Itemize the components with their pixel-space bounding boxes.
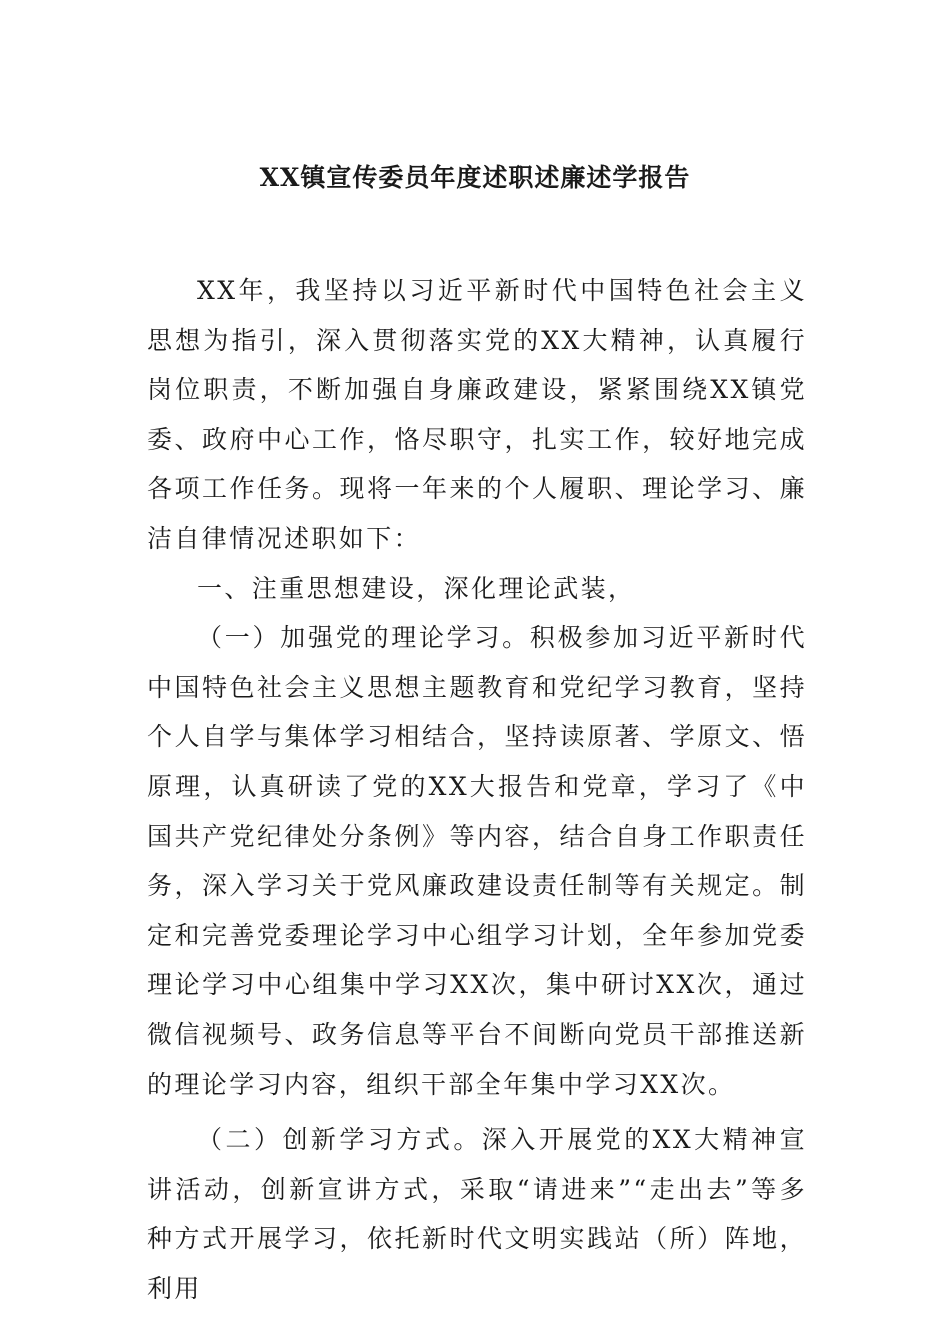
section-heading-1: 一、注重思想建设，深化理论武装， [197,573,636,603]
subsection-paragraph-1: （一）加强党的理论学习。积极参加习近平新时代中国特色社会主义思想主题教育和党纪学习教育，坚持个人自学与集体学习相结合，坚持读原著、学原文、悟原理，认真研读了党的XX大报告和党章，学习了《中国共产党纪律处分条例》等内容，结合自身工作职责任务，深入学习关于党风廉政建设责任制等有关规定。制定和完善党委理论学习中心组学习计划，全年参加党委理论学习中心组集中学习XX次，集中研讨XX次，通过微信视频号、政务信息等平台不间断向党员干部推送新的理论学习内容，组织干部全年集中学习XX次。 [147,623,807,1099]
intro-paragraph: XX年，我坚持以习近平新时代中国特色社会主义思想为指引，深入贯彻落实党的XX大精神，认真履行岗位职责，不断加强自身廉政建设，紧紧围绕XX镇党委、政府中心工作，恪尽职守，扎实工作，较好地完成各项工作任务。现将一年来的个人履职、理论学习、廉洁自律情况述职如下： [147,276,807,553]
subsection-paragraph-2: （二）创新学习方式。深入开展党的XX大精神宣讲活动，创新宣讲方式，采取“请进来”“走出去”等多种方式开展学习，依托新时代文明实践站（所）阵地，利用 [147,1125,807,1303]
document-body [147,266,807,1313]
document-title: XX镇宣传委员年度述职述廉述学报告 [259,163,691,192]
